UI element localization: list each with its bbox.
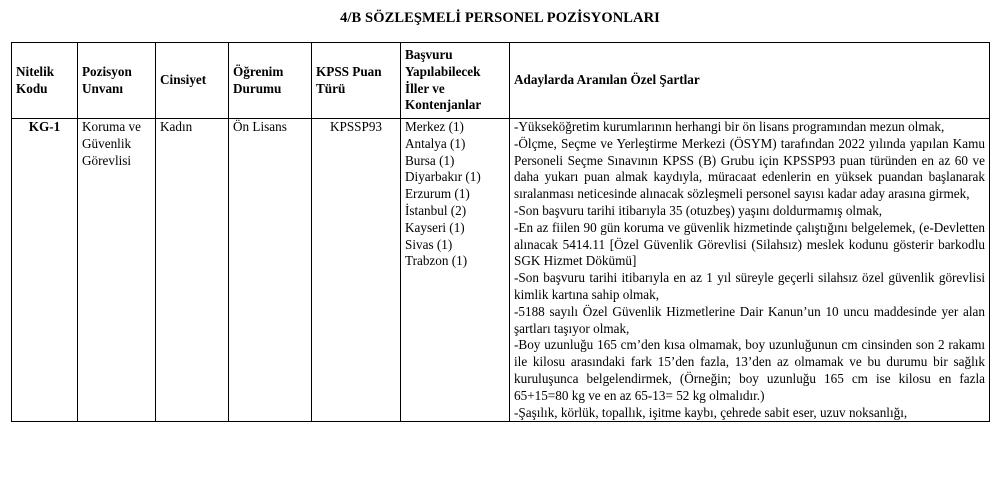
cell-iller (401, 119, 510, 422)
city-quota: Erzurum (1) (405, 186, 470, 202)
header-cinsiyet: Cinsiyet (156, 43, 229, 119)
cell-ozel-sartlar (510, 119, 990, 422)
cell-pozisyon-unvani: Koruma ve Güvenlik Görevlisi (78, 119, 156, 422)
city-quota: Trabzon (1) (405, 253, 468, 269)
condition-item: -5188 sayılı Özel Güvenlik Hizmetlerine Dair Kanun’un 10 uncu maddesinde yer alan şartları taşıyor olmak, (514, 303, 985, 336)
city-quota: Bursa (1) (405, 152, 455, 168)
condition-item: -Şaşılık, körlük, topallık, işitme kaybı, çehrede sabit eser, uzuv noksanlığı, (514, 404, 908, 420)
condition-item: -Son başvuru tarihi itibarıyla 35 (otuzbeş) yaşını doldurmamış olmak, (514, 202, 883, 218)
condition-item: -Boy uzunluğu 165 cm’den kısa olmamak, boy uzunluğunun cm cinsinden son 2 rakamı ile kilosu arasındaki fark 15’den fazla, 13’den az olmamak ve bu durumu bir sağlık kuruluşunca belgelendirmek, (Örneğin; boy uzunluğu 165 cm ise kilosu en fazla 65+15=80 kg ve en az 65-13= 52 kg olmalıdır.) (514, 337, 985, 403)
cell-cinsiyet: Kadın (156, 119, 229, 422)
header-ozel-sartlar: Adaylarda Aranılan Özel Şartlar (510, 43, 990, 119)
header-pozisyon-unvani: Pozisyon Unvanı (78, 43, 156, 119)
header-ogrenim-durumu: Öğrenim Durumu (229, 43, 312, 119)
header-kpss-puan-turu: KPSS Puan Türü (312, 43, 401, 119)
cell-nitelik-kodu: KG-1 (12, 119, 78, 422)
header-nitelik-kodu: Nitelik Kodu (12, 43, 78, 119)
header-basvuru-iller: Başvuru Yapılabilecek İller ve Kontenjanlar (401, 43, 510, 119)
condition-item: -Son başvuru tarihi itibarıyla en az 1 yıl süreyle geçerli silahsız özel güvenlik görevlisi kimlik kartına sahip olmak, (514, 270, 985, 302)
city-quota: Merkez (1) (405, 119, 464, 134)
condition-item: -En az fiilen 90 gün koruma ve güvenlik hizmetinde çalıştığını belgelemek, (e-Devletten alınacak 5414.11 [Özel Güvenlik Görevlisi (Silahsız) meslek kodunu gösterir barkodlu SGK Hizmet Dökümü] (514, 219, 985, 269)
condition-item: -Yükseköğretim kurumlarının herhangi bir ön lisans programından mezun olmak, (514, 119, 945, 134)
city-quota: Diyarbakır (1) (405, 169, 481, 185)
table-row (12, 119, 990, 422)
condition-item: -Ölçme, Seçme ve Yerleştirme Merkezi (ÖSYM) tarafından 2022 yılında yapılan Kamu Personeli Seçme Sınavının KPSS (B) Grubu için KPSSP93 puan türünden en az 60 ve daha yukarı puan almak kaydıyla, müracaat edenlerin en yüksek puandan başlanarak sıralanması neticesinde alınacak sözleşmeli personel sayısı kadar aday arasına girmek, (514, 135, 985, 202)
page-title: 4/B SÖZLEŞMELİ PERSONEL POZİSYONLARI (340, 10, 660, 26)
city-quota: Sivas (1) (405, 236, 453, 252)
table-header-row (12, 43, 990, 119)
city-quota: Kayseri (1) (405, 219, 465, 235)
city-quota: Antalya (1) (405, 135, 466, 151)
positions-table (11, 42, 990, 422)
city-quota: İstanbul (2) (405, 202, 467, 218)
cell-ogrenim-durumu: Ön Lisans (229, 119, 312, 422)
cell-kpss-puan-turu: KPSSP93 (312, 119, 401, 422)
